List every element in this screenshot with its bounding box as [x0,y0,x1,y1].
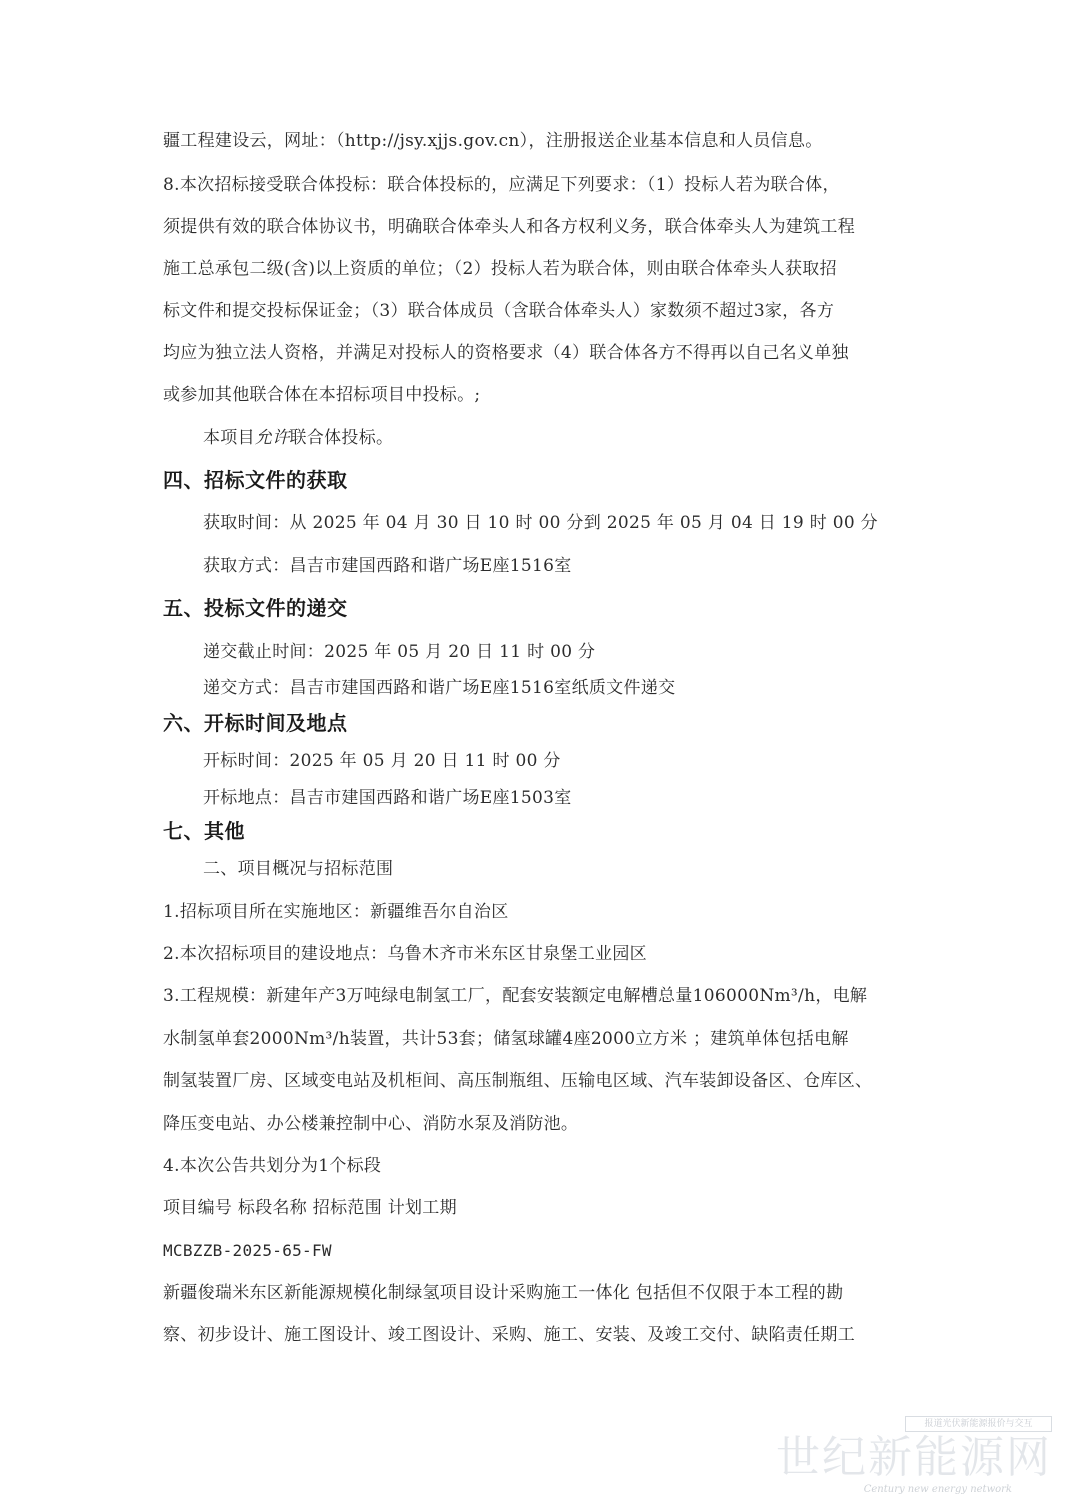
engineering-scale-line-3: 制氢装置厂房、区域变电站及机柜间、高压制瓶组、压输电区域、汽车装卸设备区、仓库区、 [163,1071,873,1091]
consortium-suffix: 联合体投标。 [289,428,394,448]
section-7-heading: 七、其他 [163,819,245,843]
construction-location: 2.本次招标项目的建设地点：乌鲁木齐市米东区甘泉堡工业园区 [163,944,647,964]
consortium-rule-line-2: 须提供有效的联合体协议书，明确联合体牵头人和各方权利义务，联合体牵头人为建筑工程 [163,217,855,237]
watermark-tagline: 报道光伏新能源报价与交互 [905,1416,1052,1432]
implementation-region: 1.招标项目所在实施地区：新疆维吾尔自治区 [163,902,509,922]
consortium-rule-line-5: 均应为独立法人资格，并满足对投标人的资格要求（4）联合体各方不得再以自己名义单独 [163,343,849,363]
section-6-heading: 六、开标时间及地点 [163,711,348,735]
acquisition-method: 获取方式：昌吉市建国西路和谐广场E座1516室 [203,556,572,576]
watermark-logo-text: 世纪新能源网 [776,1432,1052,1483]
engineering-scale-line-4: 降压变电站、办公楼兼控制中心、消防水泵及消防池。 [163,1114,579,1134]
opening-time: 开标时间：2025 年 05 月 20 日 11 时 00 分 [203,751,561,771]
submission-deadline: 递交截止时间：2025 年 05 月 20 日 11 时 00 分 [203,642,596,662]
project-code: MCBZZB-2025-65-FW [163,1241,332,1260]
consortium-value: 允许 [254,428,290,448]
table-header-row: 项目编号 标段名称 招标范围 计划工期 [163,1198,457,1218]
opening-place: 开标地点：昌吉市建国西路和谐广场E座1503室 [203,788,572,808]
lot-division: 4.本次公告共划分为1个标段 [163,1156,382,1176]
consortium-rule-line-1: 8.本次招标接受联合体投标：联合体投标的，应满足下列要求：（1）投标人若为联合体， [163,175,840,195]
project-scope-line-2: 察、初步设计、施工图设计、竣工图设计、采购、施工、安装、及竣工交付、缺陷责任期工 [163,1325,855,1345]
project-scope-line-1: 新疆俊瑞米东区新能源规模化制绿氢项目设计采购施工一体化 包括但不仅限于本工程的勘 [163,1283,844,1303]
section-4-heading: 四、招标文件的获取 [163,468,348,492]
submission-method: 递交方式：昌吉市建国西路和谐广场E座1516室纸质文件递交 [203,678,676,698]
consortium-rule-line-3: 施工总承包二级(含)以上资质的单位；（2）投标人若为联合体，则由联合体牵头人获取招 [163,259,837,279]
paragraph-registration-tail: 疆工程建设云，网址：（http://jsy.xjjs.gov.cn），注册报送企业基本信息和人员信息。 [163,131,823,151]
consortium-allowed-line [203,426,393,450]
engineering-scale-line-1: 3.工程规模：新建年产3万吨绿电制氢工厂，配套安装额定电解槽总量106000Nm³/h，电解 [163,986,868,1006]
consortium-prefix: 本项目 [203,428,255,448]
section-5-heading: 五、投标文件的递交 [163,596,348,620]
engineering-scale-line-2: 水制氢单套2000Nm³/h装置，共计53套；储氢球罐4座2000立方米 ；建筑单体包括电解 [163,1029,849,1049]
site-watermark [776,1416,1052,1500]
consortium-rule-line-4: 标文件和提交投标保证金；（3）联合体成员（含联合体牵头人）家数须不超过3家，各方 [163,301,835,321]
consortium-rule-line-6: 或参加其他联合体在本招标项目中投标。; [163,385,481,405]
overview-subheading: 二、项目概况与招标范围 [203,859,394,879]
acquisition-time: 获取时间：从 2025 年 04 月 30 日 10 时 00 分到 2025 年 05 月 04 日 19 时 00 分 [203,513,878,533]
watermark-english: Century new energy network [863,1484,1012,1495]
